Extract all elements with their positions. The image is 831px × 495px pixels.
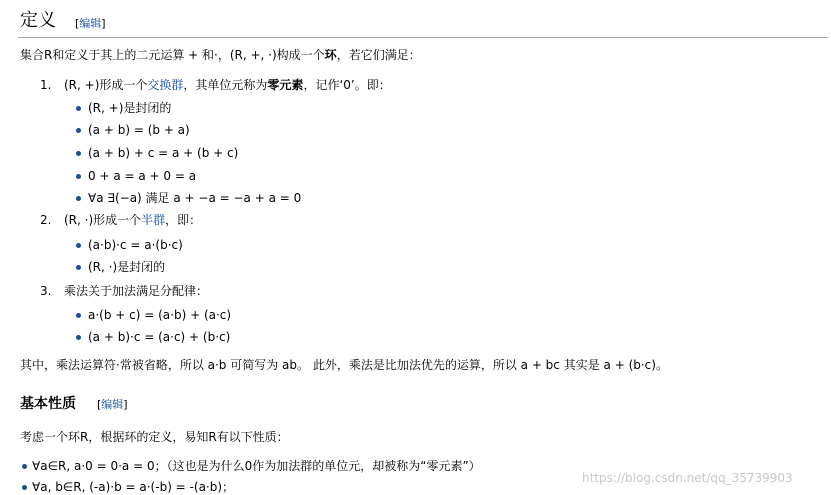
commutative-group-link[interactable]: 交换群 — [147, 78, 184, 92]
intro-text: 集合R和定义于其上的二元运算 + 和·，(R, +, ·)构成一个 — [20, 48, 325, 62]
definition-note: 其中，乘法运算符·常被省略，所以 a·b 可简写为 ab。 此外，乘法是比加法优先的运算，所以 a + bc 其实是 a + (b·c)。 — [20, 358, 668, 372]
list-number: 1. — [40, 78, 52, 92]
section-divider — [18, 37, 828, 38]
bullet-icon — [76, 265, 81, 270]
section-title-definition: 定义 — [20, 10, 56, 31]
item-text: ，记作‘0’。即： — [303, 78, 391, 92]
bullet-icon — [76, 151, 81, 156]
bullet-icon — [76, 174, 81, 179]
bullet-icon — [76, 196, 81, 201]
list-item: ∀a ∃(−a) 满足 a + −a = −a + a = 0 — [88, 191, 302, 205]
intro-bold-term: 环 — [324, 48, 337, 62]
edit-bracket-close: ] — [101, 17, 106, 30]
list-item: (a·b)·c = a·(b·c) — [88, 238, 183, 252]
edit-bracket-open: [ — [75, 17, 80, 30]
item-text: (R, ·)形成一个 — [64, 213, 142, 227]
item-text: ，即： — [165, 213, 202, 227]
bullet-icon — [76, 106, 81, 111]
list-item: (R, +)是封闭的 — [88, 101, 172, 115]
bullet-icon — [76, 128, 81, 133]
list-item-3: 乘法关于加法满足分配律： — [64, 284, 209, 298]
edit-bracket-open: [ — [97, 398, 102, 411]
list-item: 0 + a = a + 0 = a — [88, 169, 197, 183]
bullet-icon — [22, 485, 27, 490]
list-item: (R, ·)是封闭的 — [88, 260, 166, 274]
item-text: (R, +)形成一个 — [64, 78, 148, 92]
edit-link-label[interactable]: 编辑 — [101, 398, 124, 411]
list-item-2 — [64, 214, 201, 226]
zero-element-term: 零元素 — [267, 78, 304, 92]
bullet-icon — [76, 313, 81, 318]
bullet-icon — [76, 243, 81, 248]
list-item: ∀a, b∈R, (-a)·b = a·(-b) = -(a·b)； — [32, 480, 235, 494]
list-item: (a + b)·c = (a·c) + (b·c) — [88, 330, 231, 344]
edit-link-basic-properties[interactable] — [97, 399, 128, 410]
bullet-icon — [22, 464, 27, 469]
edit-link-definition[interactable] — [75, 18, 106, 29]
semigroup-link[interactable]: 半群 — [141, 213, 166, 227]
list-item: a·(b + c) = (a·b) + (a·c) — [88, 308, 232, 322]
list-item-1 — [64, 79, 391, 91]
intro-text-end: ，若它们满足： — [336, 48, 421, 62]
watermark: https://blog.csdn.net/qq_35739903 — [582, 471, 793, 485]
section-title-basic-properties: 基本性质 — [20, 396, 76, 412]
properties-intro: 考虑一个环R，根据环的定义，易知R有以下性质： — [20, 430, 289, 444]
list-item: ∀a∈R, a·0 = 0·a = 0；（这也是为什么0作为加法群的单位元，却被称为“零元素”） — [32, 459, 481, 473]
item-text: ，其单位元称为 — [183, 78, 268, 92]
list-item: (a + b) = (b + a) — [88, 123, 190, 137]
list-item: (a + b) + c = a + (b + c) — [88, 146, 239, 160]
definition-intro — [20, 49, 421, 61]
list-number: 3. — [40, 284, 52, 298]
edit-bracket-close: ] — [123, 398, 128, 411]
bullet-icon — [76, 335, 81, 340]
edit-link-label[interactable]: 编辑 — [79, 17, 102, 30]
list-number: 2. — [40, 213, 52, 227]
